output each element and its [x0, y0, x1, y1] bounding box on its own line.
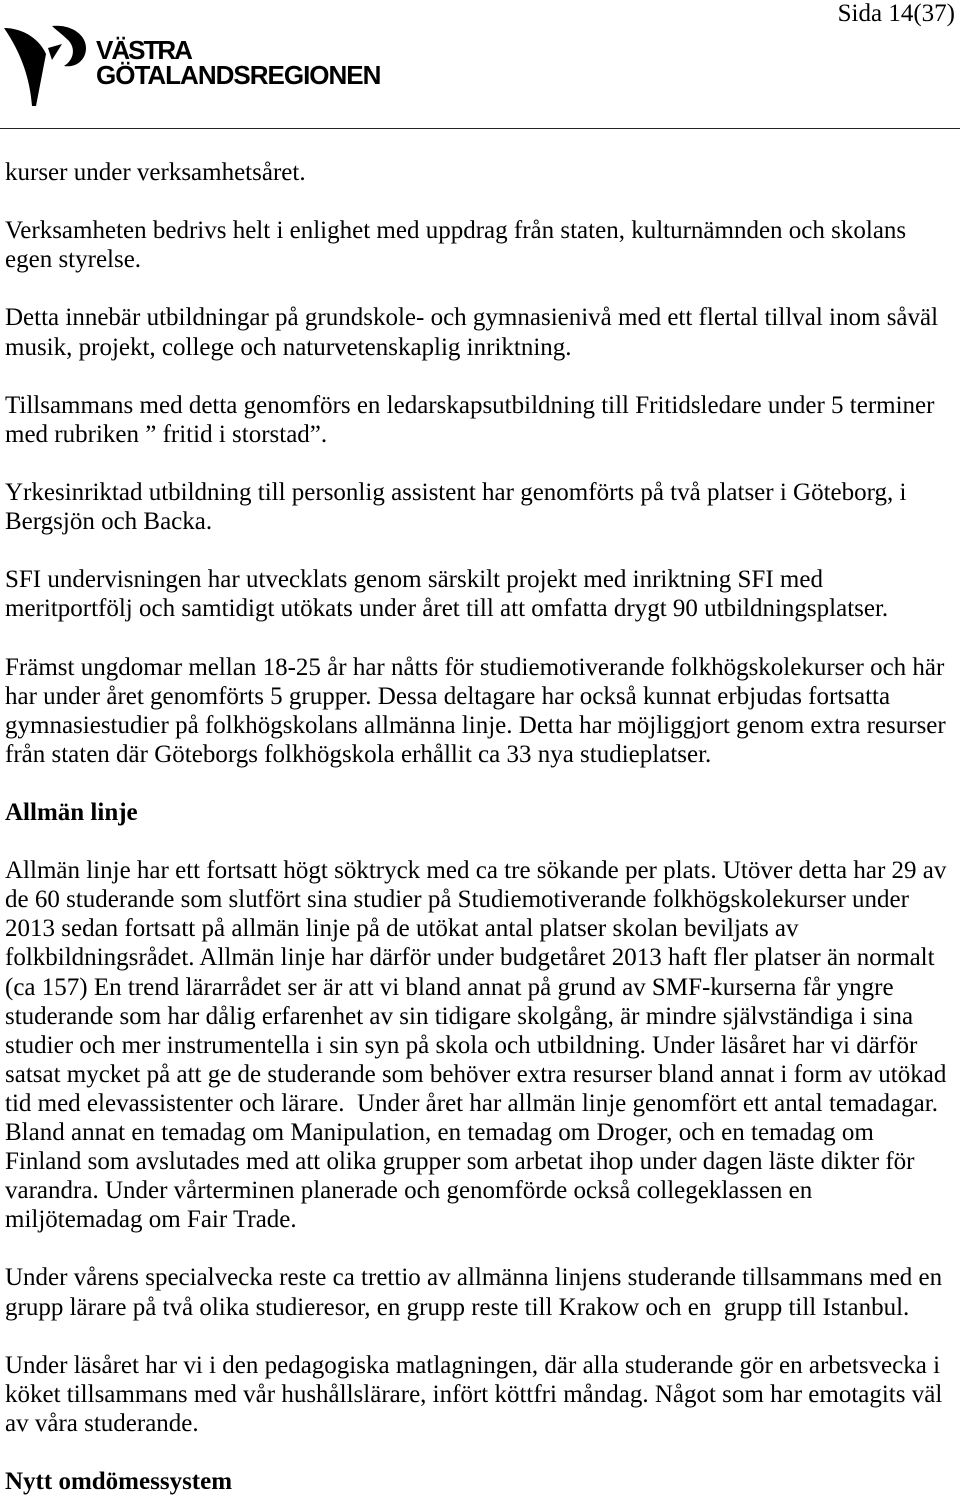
section-heading: Nytt omdömessystem — [5, 1468, 233, 1496]
text-line: miljötemadag om Fair Trade. — [5, 1206, 297, 1234]
text-line: Bergsjön och Backa. — [5, 508, 213, 536]
text-line: tid med elevassistenter och lärare. Under året har allmän linje genomfört ett antal temadagar. — [5, 1089, 938, 1117]
text-line: kurser under verksamhetsåret. — [5, 159, 306, 186]
text-line: har under året genomförts 5 grupper. Dessa deltagare har också kunnat erbjudas fortsatta — [5, 682, 891, 710]
paragraph — [5, 1263, 957, 1321]
text-line: meritportfölj och samtidigt utökats under året till att omfatta drygt 90 utbildningsplatser. — [5, 595, 889, 623]
region-emblem-icon — [4, 24, 88, 108]
text-line: de 60 studerande som slutfört sina studier på Studiemotiverande folkhögskolekurser under — [5, 886, 909, 914]
paragraph — [5, 216, 957, 274]
text-line: SFI undervisningen har utvecklats genom särskilt projekt med inriktning SFI med — [5, 566, 823, 594]
text-line: Tillsammans med detta genomförs en ledarskapsutbildning till Fritidsledare under 5 terminer — [5, 391, 935, 419]
text-line: folkbildningsrådet. Allmän linje har därför under budgetåret 2013 haft fler platser än normalt — [5, 944, 935, 972]
text-line: Främst ungdomar mellan 18-25 år har nåtts för studiemotiverande folkhögskolekurser och här — [5, 653, 945, 681]
logo-text-line-2: GÖTALANDSREGIONEN — [96, 60, 381, 90]
text-line: Bland annat en temadag om Manipulation, en temadag om Droger, och en temadag om — [5, 1118, 874, 1146]
text-line: Yrkesinriktad utbildning till personlig assistent har genomförts på två platser i Göteborg, i — [5, 478, 907, 506]
logo-text-line-1: VÄSTRA — [96, 35, 191, 65]
paragraph — [5, 303, 957, 361]
organization-logo — [4, 24, 386, 108]
text-line: från staten där Göteborgs folkhögskola erhållit ca 33 nya studieplatser. — [5, 740, 712, 768]
text-line: Finland som avslutades med att olika grupper som arbetat ihop under dagen läste dikter för — [5, 1148, 915, 1176]
text-line: Allmän linje har ett fortsatt högt söktryck med ca tre sökande per plats. Utöver detta har 29 av — [5, 857, 947, 885]
section-heading: Allmän linje — [5, 798, 138, 826]
text-line: Under vårens specialvecka reste ca trettio av allmänna linjens studerande tillsammans med en — [5, 1264, 943, 1292]
text-line: studerande som har dålig erfarenhet av sin tidigare skolgång, är mindre självständiga i sina — [5, 1002, 914, 1030]
text-line: gymnasiestudier på folkhögskolans allmänna linje. Detta har möjliggjort genom extra resurser — [5, 711, 946, 739]
paragraph — [5, 653, 957, 769]
text-line: (ca 157) En trend lärarrådet ser är att vi bland annat på grund av SMF-kurserna får yngre — [5, 973, 894, 1001]
text-line: varandra. Under vårterminen planerade och genomförde också collegeklassen en — [5, 1177, 813, 1205]
text-line: satsat mycket på att ge de studerande som behöver extra resurser bland annat i form av utökad — [5, 1060, 947, 1088]
header-divider — [0, 128, 960, 129]
text-line: studier och mer instrumentella i sin syn på skola och utbildning. Under läsåret har vi därför — [5, 1031, 918, 1059]
text-line: 2013 sedan fortsatt på allmän linje på de utökat antal platser skolan beviljats av — [5, 915, 799, 943]
paragraph — [5, 1351, 957, 1438]
document-body — [5, 158, 957, 1496]
text-line: med rubriken ” fritid i storstad”. — [5, 420, 328, 448]
page-number: Sida 14(37) — [837, 0, 955, 27]
text-line: grupp lärare på två olika studieresor, en grupp reste till Krakow och en grupp till Istanbul. — [5, 1293, 910, 1321]
paragraph — [5, 565, 957, 623]
text-line: musik, projekt, college och naturvetenskaplig inriktning. — [5, 333, 572, 361]
paragraph — [5, 158, 957, 187]
paragraph — [5, 391, 957, 449]
text-line: köket tillsammans med vår hushållslärare, infört köttfri måndag. Något som har emotagits väl — [5, 1380, 943, 1408]
paragraph — [5, 478, 957, 536]
text-line: Verksamheten bedrivs helt i enlighet med uppdrag från staten, kulturnämnden och skolans — [5, 217, 907, 245]
text-line: Detta innebär utbildningar på grundskole- och gymnasienivå med ett flertal tillval inom såväl — [5, 304, 939, 332]
text-line: Under läsåret har vi i den pedagogiska matlagningen, där alla studerande gör en arbetsvecka i — [5, 1351, 941, 1379]
text-line: egen styrelse. — [5, 246, 142, 274]
text-line: av våra studerande. — [5, 1409, 199, 1437]
paragraph — [5, 856, 957, 1234]
